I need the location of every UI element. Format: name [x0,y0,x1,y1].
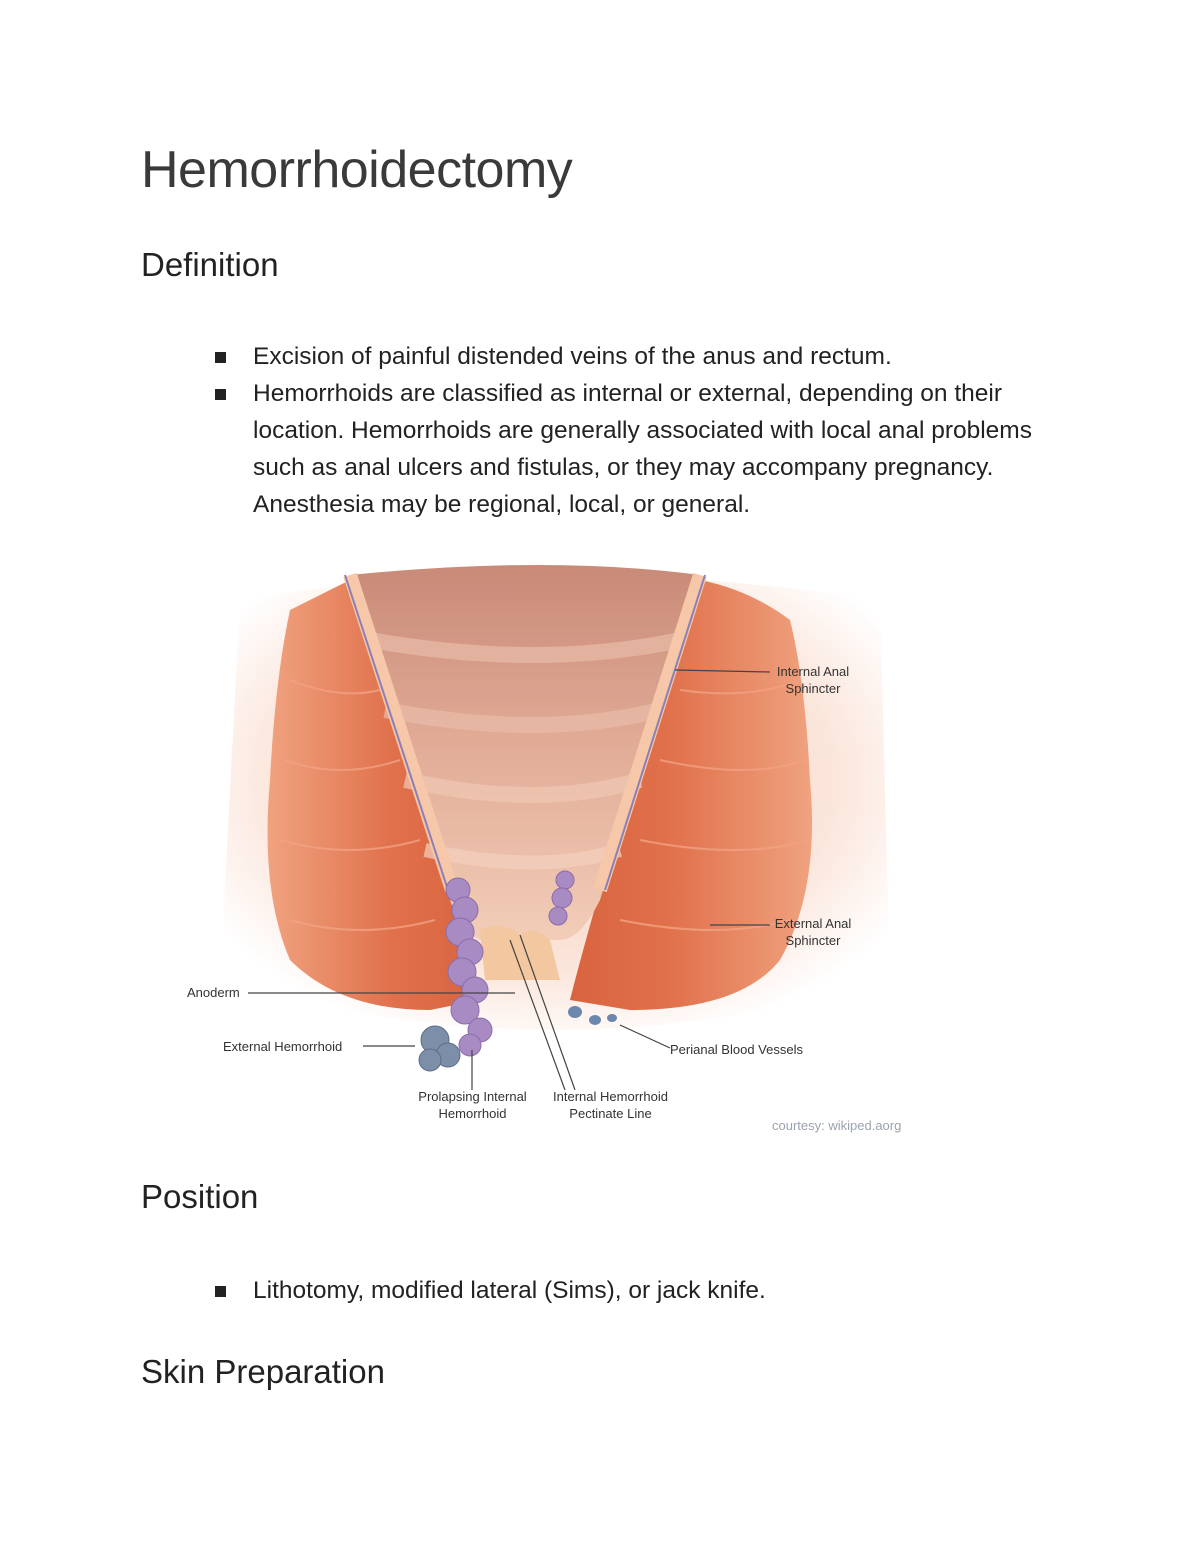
section-heading-position: Position [141,1178,259,1215]
label-anoderm: Anoderm [187,985,240,1000]
list-item [215,1272,1065,1309]
definition-bullet-list [215,338,1065,523]
list-item [215,375,1065,523]
square-bullet-icon [215,352,226,363]
label-external-anal-sphincter: External Anal Sphincter [774,916,852,948]
square-bullet-icon [215,389,226,400]
list-item-text: Hemorrhoids are classified as internal or external, depending on their location. Hemorrhoids are generally associated with local anal problems such as anal ulcers and fistulas, or they may accompany pregnancy. Anesthesia may be regional, local, or general. [253,380,1032,518]
label-internal-hemorrhoid-pectinate-line: Internal Hemorrhoid Pectinate Line [553,1089,668,1121]
square-bullet-icon [215,1286,226,1297]
label-prolapsing-internal-hemorrhoid: Prolapsing Internal Hemorrhoid [418,1089,527,1121]
label-external-hemorrhoid: External Hemorrhoid [223,1039,343,1054]
section-heading-skin-preparation: Skin Preparation [141,1353,385,1390]
page-title: Hemorrhoidectomy [141,141,573,199]
list-item-text: Excision of painful distended veins of the anus and rectum. [253,343,892,370]
figure-courtesy-credit: courtesy: wikiped.aorg [772,1118,902,1133]
section-heading-definition: Definition [141,246,279,283]
position-bullet-list [215,1272,1065,1309]
list-item-text: Lithotomy, modified lateral (Sims), or jack knife. [253,1277,766,1304]
anatomy-figure [180,560,920,1150]
list-item [215,338,1065,375]
label-perianal-blood-vessels: Perianal Blood Vessels [670,1042,803,1057]
label-internal-anal-sphincter: Internal Anal Sphincter [776,664,850,696]
anal-canal-illustration [180,560,920,1150]
